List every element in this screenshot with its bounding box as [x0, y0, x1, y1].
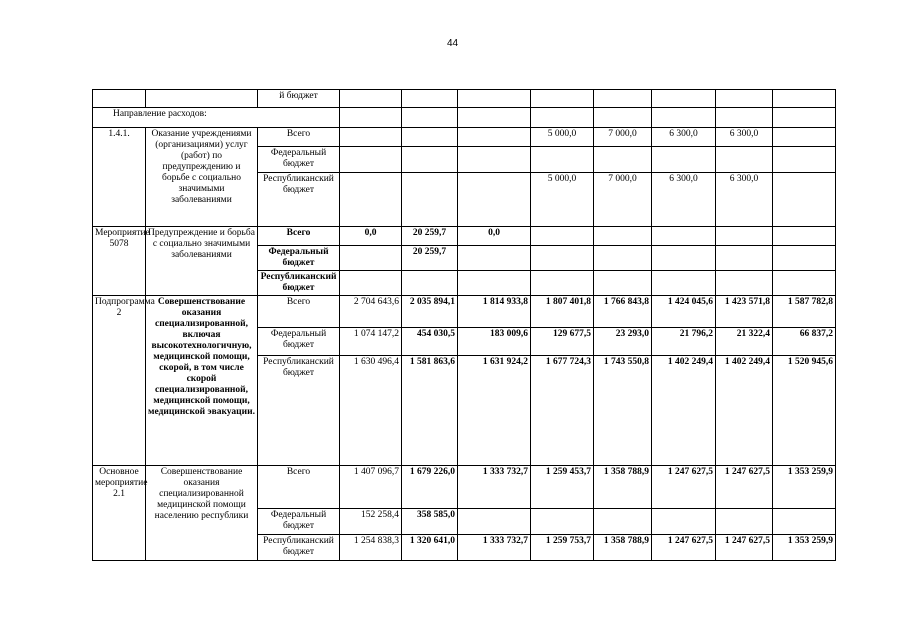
row-code: Мероприятие 5078	[93, 227, 146, 296]
value-cell: 5 000,0	[531, 173, 594, 227]
value-cell: 1 423 571,8	[716, 296, 773, 328]
section-label: Направление расходов:	[93, 108, 340, 128]
value-cell: 1 407 096,7	[340, 466, 402, 509]
value-cell: 23 293,0	[594, 328, 652, 356]
budget-table	[92, 89, 836, 561]
source-cell: й бюджет	[258, 90, 340, 108]
value-cell: 6 300,0	[716, 128, 773, 147]
value-cell: 0,0	[458, 227, 531, 246]
source-cell: Всего	[258, 128, 340, 147]
value-cell: 6 300,0	[716, 173, 773, 227]
value-cell: 2 704 643,6	[340, 296, 402, 328]
value-cell: 1 247 627,5	[716, 535, 773, 561]
value-cell: 1 743 550,8	[594, 356, 652, 466]
value-cell: 129 677,5	[531, 328, 594, 356]
value-cell: 1 358 788,9	[594, 535, 652, 561]
table-row-continuation	[93, 90, 836, 108]
row-name: Предупреждение и борьба с социально значимыми заболеваниями	[146, 227, 258, 296]
value-cell: 1 247 627,5	[716, 466, 773, 509]
row-code: 1.4.1.	[93, 128, 146, 227]
row-name: Оказание учреждениями (организациями) услуг (работ) по предупреждению и борьбе с социально значимыми заболеваниями	[146, 128, 258, 227]
source-cell: Республиканский бюджет	[258, 271, 340, 296]
source-cell: Всего	[258, 227, 340, 246]
value-cell: 20 259,7	[402, 246, 458, 271]
value-cell: 1 402 249,4	[716, 356, 773, 466]
source-cell: Всего	[258, 466, 340, 509]
value-cell: 1 259 453,7	[531, 466, 594, 509]
value-cell: 1 333 732,7	[458, 535, 531, 561]
source-cell: Республиканский бюджет	[258, 535, 340, 561]
value-cell: 454 030,5	[402, 328, 458, 356]
value-cell: 1 766 843,8	[594, 296, 652, 328]
value-cell: 1 333 732,7	[458, 466, 531, 509]
page-number: 44	[446, 38, 459, 49]
value-cell: 7 000,0	[594, 128, 652, 147]
value-cell: 1 424 045,6	[652, 296, 716, 328]
row-code: Основное мероприятие 2.1	[93, 466, 146, 561]
source-cell: Всего	[258, 296, 340, 328]
value-cell: 1 402 249,4	[652, 356, 716, 466]
source-cell: Федеральный бюджет	[258, 328, 340, 356]
value-cell: 6 300,0	[652, 128, 716, 147]
value-cell: 21 322,4	[716, 328, 773, 356]
value-cell: 1 814 933,8	[458, 296, 531, 328]
value-cell: 183 009,6	[458, 328, 531, 356]
table-row	[93, 296, 836, 328]
value-cell: 1 581 863,6	[402, 356, 458, 466]
table-row	[93, 128, 836, 147]
value-cell: 1 353 259,9	[773, 466, 836, 509]
value-cell: 1 353 259,9	[773, 535, 836, 561]
value-cell: 20 259,7	[402, 227, 458, 246]
value-cell: 2 035 894,1	[402, 296, 458, 328]
value-cell: 1 074 147,2	[340, 328, 402, 356]
source-cell: Республиканский бюджет	[258, 356, 340, 466]
value-cell: 358 585,0	[402, 509, 458, 535]
value-cell: 1 677 724,3	[531, 356, 594, 466]
source-cell: Республиканский бюджет	[258, 173, 340, 227]
value-cell: 1 358 788,9	[594, 466, 652, 509]
value-cell: 1 807 401,8	[531, 296, 594, 328]
row-name: Совершенствование оказания специализированной, включая высокотехнологичную, медицинской помощи, скорой, в том числе скорой специализированной, медицинской помощи, медицинской эвакуации.	[146, 296, 258, 466]
table-row	[93, 466, 836, 509]
value-cell: 5 000,0	[531, 128, 594, 147]
row-code: Подпрограмма 2	[93, 296, 146, 466]
value-cell: 1 520 945,6	[773, 356, 836, 466]
source-cell: Федеральный бюджет	[258, 147, 340, 173]
value-cell: 152 258,4	[340, 509, 402, 535]
value-cell: 1 631 924,2	[458, 356, 531, 466]
value-cell: 6 300,0	[652, 173, 716, 227]
value-cell: 1 320 641,0	[402, 535, 458, 561]
value-cell: 1 259 753,7	[531, 535, 594, 561]
table-row-section	[93, 108, 836, 128]
value-cell: 7 000,0	[594, 173, 652, 227]
value-cell: 0,0	[340, 227, 402, 246]
source-cell: Федеральный бюджет	[258, 509, 340, 535]
table-row	[93, 227, 836, 246]
value-cell: 1 247 627,5	[652, 466, 716, 509]
value-cell: 21 796,2	[652, 328, 716, 356]
value-cell: 1 679 226,0	[402, 466, 458, 509]
value-cell: 66 837,2	[773, 328, 836, 356]
value-cell: 1 247 627,5	[652, 535, 716, 561]
value-cell: 1 630 496,4	[340, 356, 402, 466]
value-cell: 1 254 838,3	[340, 535, 402, 561]
source-cell: Федеральный бюджет	[258, 246, 340, 271]
value-cell: 1 587 782,8	[773, 296, 836, 328]
row-name: Совершенствование оказания специализированной медицинской помощи населению республики	[146, 466, 258, 561]
